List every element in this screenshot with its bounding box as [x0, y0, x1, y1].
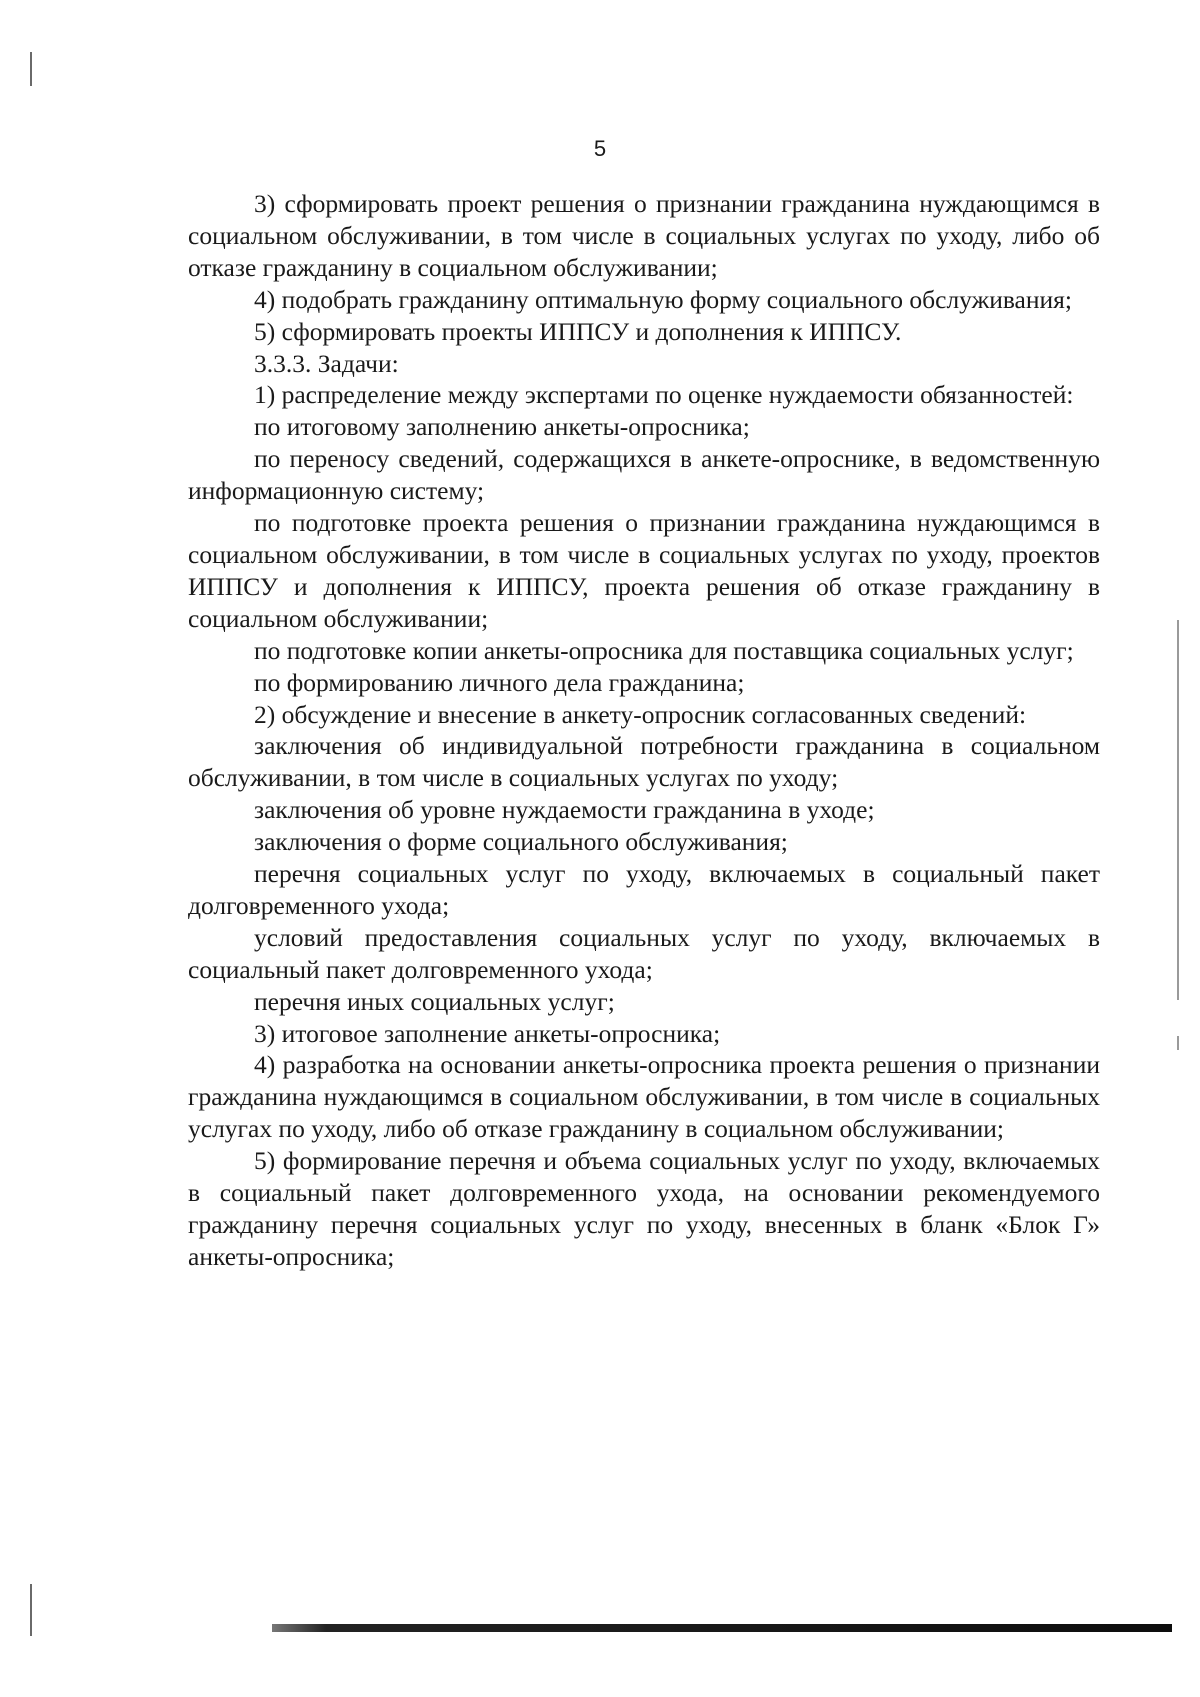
- scan-artifact-line: [1177, 620, 1179, 1000]
- paragraph: по итоговому заполнению анкеты-опросника;: [254, 412, 750, 442]
- paragraph: заключения об индивидуальной потребности гражданина в социальном обслуживании, в том числе в социальных услугах по уходу;: [188, 731, 1100, 793]
- paragraph: по подготовке копии анкеты-опросника для поставщика социальных услуг;: [254, 635, 1074, 665]
- paragraph: 2) обсуждение и внесение в анкету-опросник согласованных сведений:: [254, 699, 1027, 729]
- paragraph: 4) разработка на основании анкеты-опросника проекта решения о признании гражданина нуждающимся в социальном обслуживании, в том числе в социальных услугах по уходу, либо об отказе гражданину в социальном обслуживании;: [188, 1050, 1100, 1144]
- paragraph: 3) сформировать проект решения о признании гражданина нуждающимся в социальном обслуживании, в том числе в социальных услугах по уходу, либо об отказе гражданину в социальном обслуживании;: [188, 189, 1100, 282]
- paragraph: заключения об уровне нуждаемости гражданина в уходе;: [254, 795, 875, 825]
- paragraph: 1) распределение между экспертами по оценке нуждаемости обязанностей:: [254, 380, 1074, 410]
- paragraph: условий предоставления социальных услуг по уходу, включаемых в социальный пакет долговременного ухода;: [188, 922, 1100, 984]
- scan-artifact-line: [1177, 1036, 1179, 1050]
- document-body: [188, 188, 1100, 1273]
- paragraph: по формированию личного дела гражданина;: [254, 667, 745, 697]
- paragraph: по переносу сведений, содержащихся в анкете-опроснике, в ведомственную информационную систему;: [188, 444, 1100, 506]
- page-number: 5: [593, 136, 607, 161]
- paragraph: перечня социальных услуг по уходу, включаемых в социальный пакет долговременного ухода;: [188, 859, 1100, 920]
- scan-bottom-edge: [272, 1624, 1172, 1632]
- section-heading: 3.3.3. Задачи:: [254, 348, 399, 378]
- scan-artifact-line: [30, 1584, 32, 1636]
- paragraph: 4) подобрать гражданину оптимальную форму социального обслуживания;: [254, 284, 1072, 314]
- paragraph: заключения о форме социального обслуживания;: [254, 827, 788, 857]
- paragraph: 5) формирование перечня и объема социальных услуг по уходу, включаемых в социальный пакет долговременного ухода, на основании рекомендуемого гражданину перечня социальных услуг по уходу, внесенных в бланк «Блок Г» анкеты-опросника;: [188, 1146, 1100, 1271]
- paragraph: перечня иных социальных услуг;: [254, 986, 615, 1016]
- scan-artifact-line: [30, 52, 32, 86]
- paragraph: 5) сформировать проекты ИППСУ и дополнения к ИППСУ.: [254, 316, 902, 346]
- paragraph: по подготовке проекта решения о признании гражданина нуждающимся в социальном обслуживании, в том числе в социальных услугах по уходу, проектов ИППСУ и дополнения к ИППСУ, проекта решения об отказе гражданину в социальном обслуживании;: [188, 508, 1100, 633]
- paragraph: 3) итоговое заполнение анкеты-опросника;: [254, 1018, 721, 1048]
